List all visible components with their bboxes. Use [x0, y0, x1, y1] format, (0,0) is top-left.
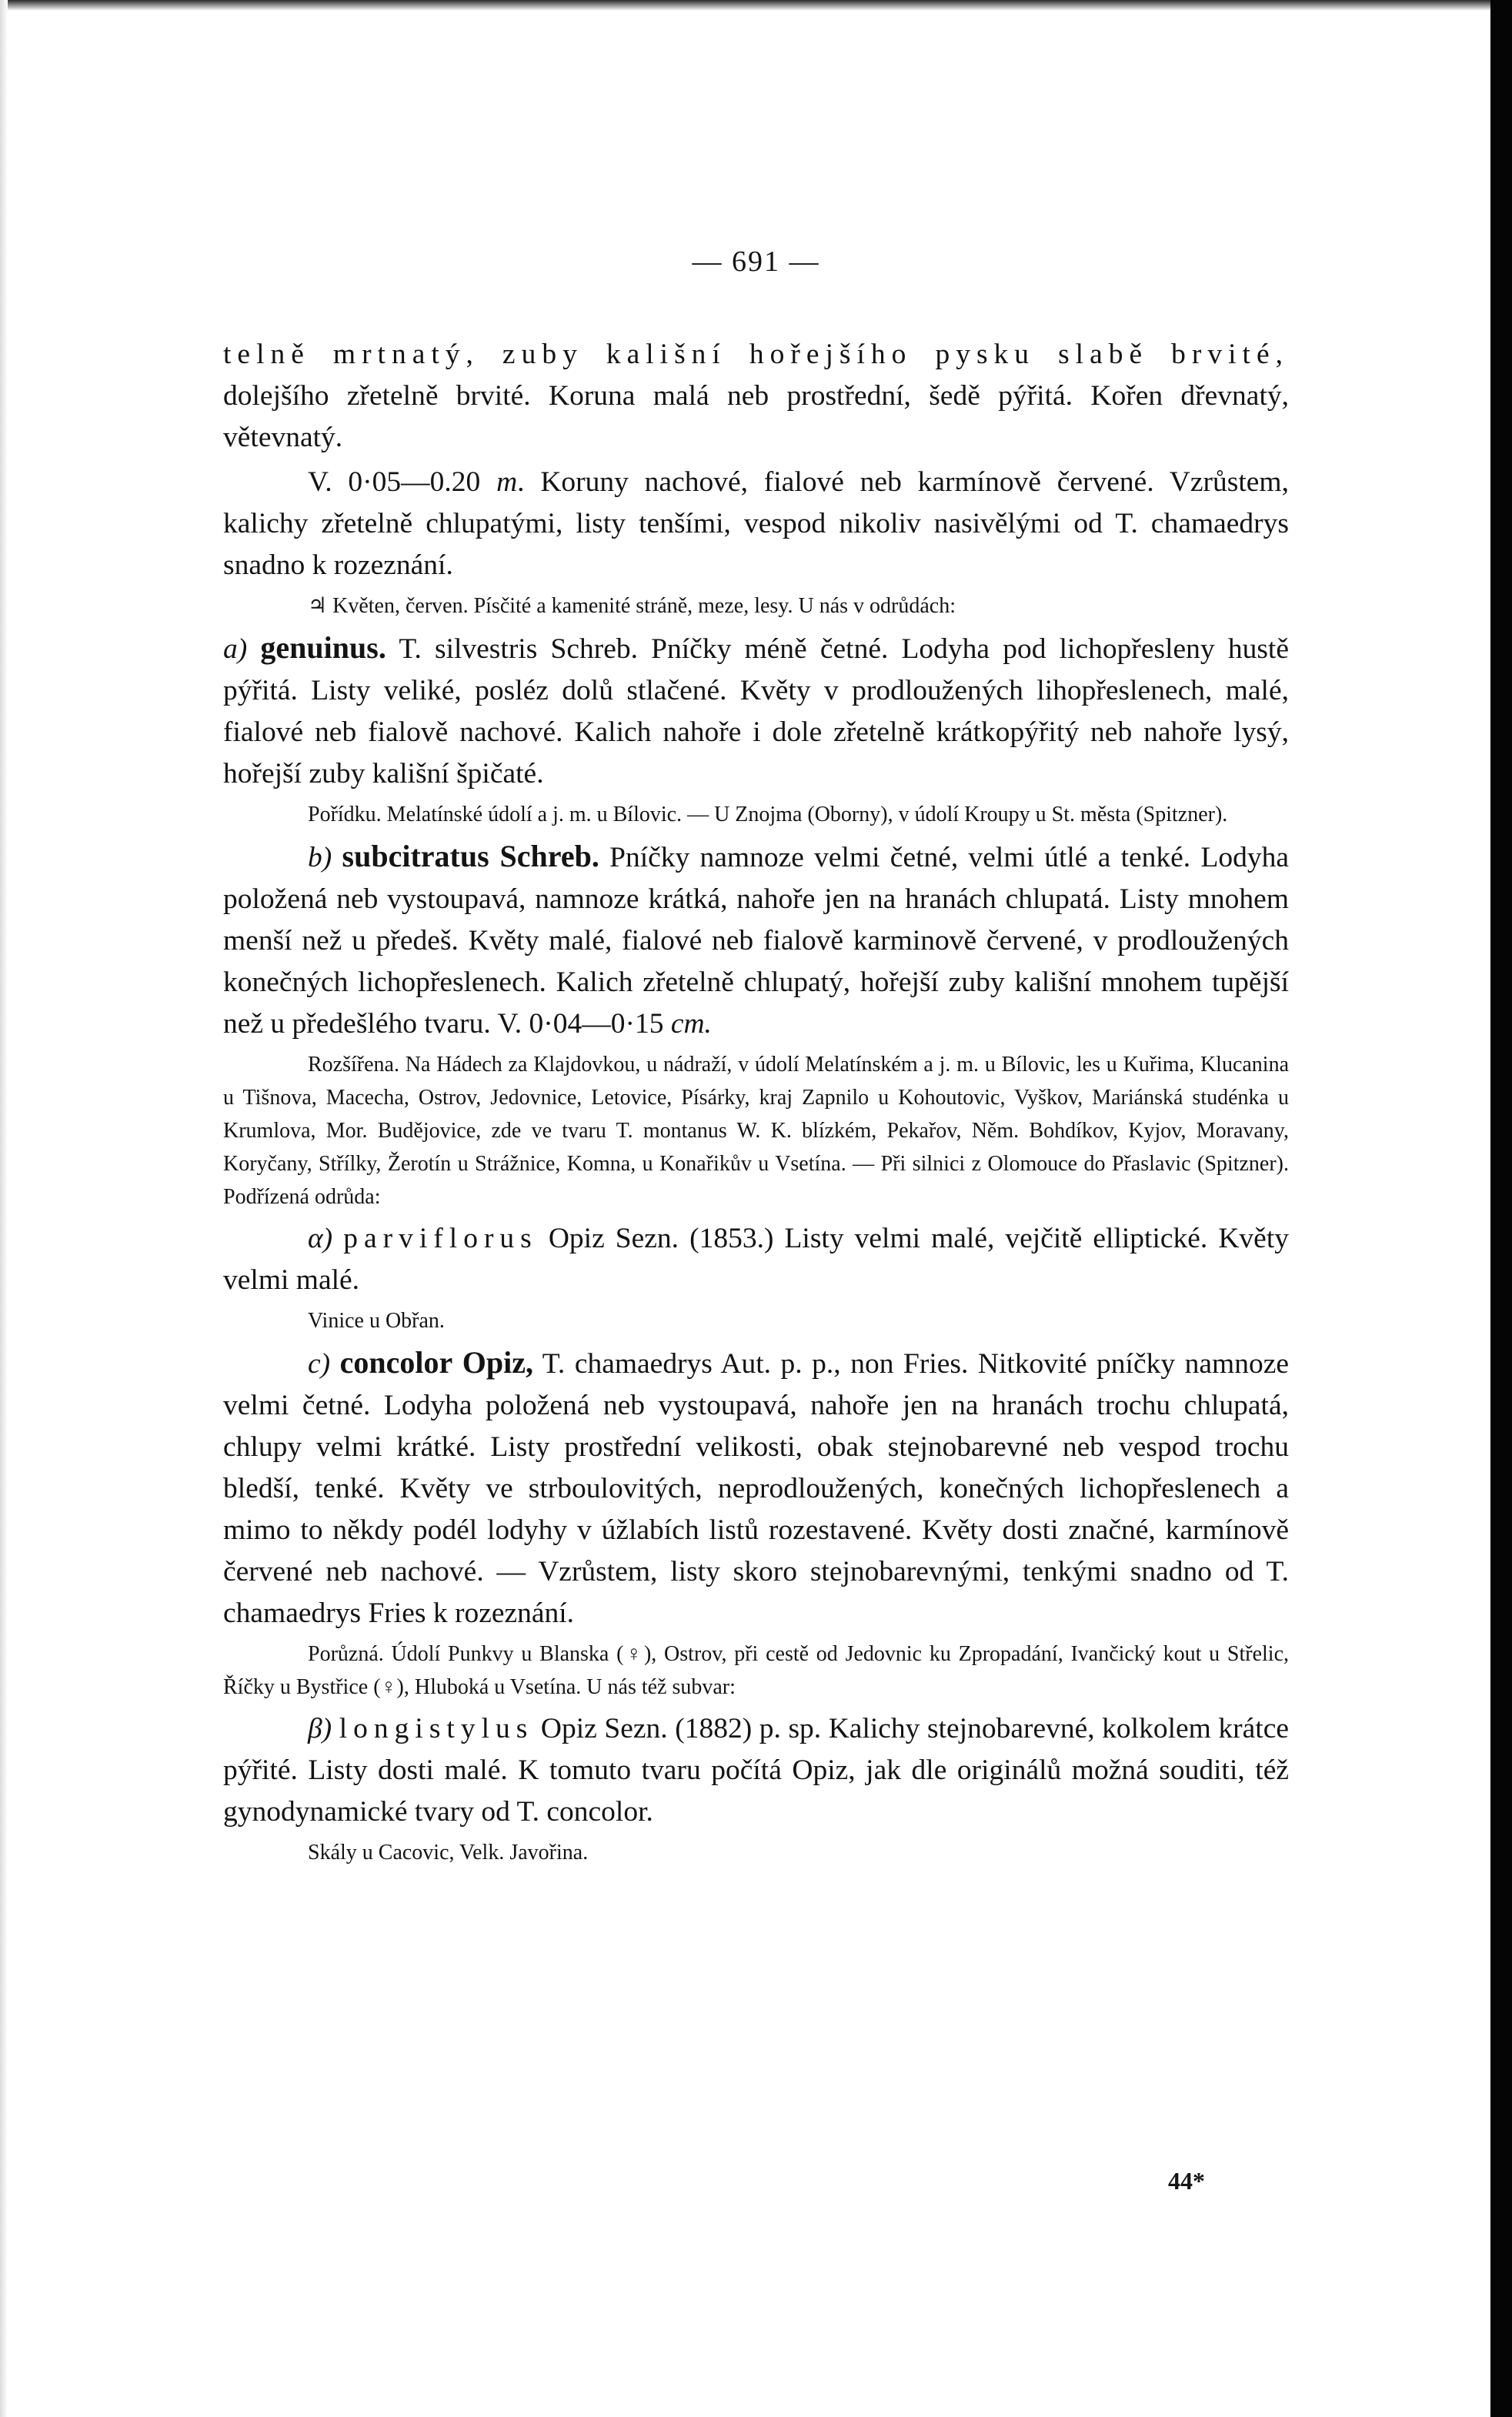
description-paragraph — [223, 1218, 1289, 1301]
description-paragraph — [223, 334, 1289, 459]
text-run: Porůzná. Údolí Punkvy u Blanska (♀), Ostrov, při cestě od Jedovnic ku Zpropadání, Ivančický kout u Střelic, Říčky u Bystřice (♀), Hluboká u Vsetína. U nás též subvar: — [223, 1642, 1289, 1699]
text-run: a) — [223, 633, 261, 665]
printer-signature: 44* — [1168, 2167, 1205, 2195]
text-run: b) — [308, 842, 342, 873]
text-run: Skály u Cacovic, Velk. Javořina. — [308, 1841, 589, 1864]
text-run: c) — [308, 1348, 340, 1380]
taxon-name: concolor Opiz, — [339, 1345, 533, 1380]
text-run: m — [496, 466, 518, 498]
text-run: V. 0·05—0.20 — [308, 466, 497, 498]
text-run: cm. — [670, 1008, 712, 1040]
taxon-name: subcitratus Schreb. — [342, 839, 599, 873]
text-run: telně mrtnatý, zuby kališní hořejšího pysku slabě brvité, — [223, 339, 1289, 370]
taxon-name: genuinus. — [260, 630, 386, 665]
text-run: parviflorus — [343, 1223, 538, 1254]
text-run: Opiz Sezn. (1853.) Listy velmi malé, vejčitě elliptické. Květy velmi malé. — [223, 1223, 1289, 1296]
page-number: — 691 — — [692, 245, 820, 278]
locality-note — [223, 1836, 1289, 1869]
text-run: T. chamaedrys Aut. p. p., non Fries. Nitkovité pníčky namnoze velmi četné. Lodyha položená neb vystoupavá, nahoře jen na hranách trochu chlupatá, chlupy velmi krátké. Listy prostřední velikosti, obak stejnobarevné neb vespod trochu bledší, tenké. Květy ve strboulovitých, neprodloužených, konečných lichopřeslenech a mimo to někdy podél lodyhy v úžlabích listů rozestavené. Květy dosti značné, karmínově červené neb nachové. — Vzrůstem, listy skoro stejnobarevnými, tenkými snadno od T. chamaedrys Fries k rozeznání. — [223, 1348, 1289, 1629]
locality-note — [223, 1048, 1289, 1214]
locality-note — [223, 1304, 1289, 1337]
page-body — [223, 331, 1289, 1874]
text-run: Opiz Sezn. (1882) p. sp. Kalichy stejnobarevné, kolkolem krátce pýřité. Listy dosti malé. K tomuto tvaru počítá Opiz, jak dle originálů možná souditi, též gynodynamické tvary od T. concolor. — [223, 1713, 1289, 1828]
scan-edge-right — [1490, 0, 1512, 2417]
text-run: ♃ Květen, červen. Písčité a kamenité stráně, meze, lesy. U nás v odrůdách: — [308, 594, 956, 618]
description-paragraph — [223, 462, 1289, 586]
scan-edge-left — [0, 0, 8, 2417]
description-paragraph — [223, 1708, 1289, 1833]
text-run: α) — [308, 1223, 344, 1254]
text-run: β) — [308, 1713, 339, 1744]
description-paragraph — [223, 836, 1289, 1045]
text-run: Pníčky namnoze velmi četné, velmi útlé a tenké. Lodyha položená neb vystoupavá, namnoze krátká, nahoře jen na hranách chlupatá. Listy mnohem menší než u předeš. Květy malé, fialové neb fialově karminově červené, v prodloužených konečných lichopřeslenech. Kalich zřetelně chlupatý, hořejší zuby kališní mnohem tupější než u předešlého tvaru. V. 0·04—0·15 — [223, 842, 1289, 1040]
description-paragraph — [223, 627, 1289, 795]
text-run: . Koruny nachové, fialové neb karmínově červené. Vzrůstem, kalichy zřetelně chlupatými, listy tenšími, vespod nikoliv nasivělými od T. chamaedrys snadno k rozeznání. — [223, 466, 1289, 581]
locality-note — [223, 589, 1289, 623]
text-run: dolejšího zřetelně brvité. Koruna malá neb prostřední, šedě pýřitá. Kořen dřevnatý, větevnatý. — [223, 380, 1289, 453]
scan-edge-top — [0, 0, 1512, 11]
text-run: longistylus — [339, 1713, 534, 1744]
description-paragraph — [223, 1342, 1289, 1634]
locality-note — [223, 1637, 1289, 1704]
text-run: Rozšířena. Na Hádech za Klajdovkou, u nádraží, v údolí Melatínském a j. m. u Bílovic, les u Kuřima, Klucanina u Tišnova, Macecha, Ostrov, Jedovnice, Letovice, Písárky, kraj Zapnilo u Kohoutovic, Vyškov, Mariánská studénka u Krumlova, Mor. Budějovice, zde ve tvaru T. montanus W. K. blízkém, Pekařov, Něm. Bohdíkov, Kyjov, Moravany, Koryčany, Střílky, Žerotín u Strážnice, Komna, u Konařikův u Vsetína. — Při silnici z Olomouce do Přaslavic (Spitzner). Podřízená odrůda: — [223, 1053, 1289, 1209]
text-run: Pořídku. Melatínské údolí a j. m. u Bílovic. — U Znojma (Oborny), v údolí Kroupy u St. města (Spitzner). — [308, 803, 1228, 826]
locality-note — [223, 798, 1289, 831]
text-run: T. silvestris Schreb. Pníčky méně četné. Lodyha pod lichopřesleny hustě pýřitá. Listy veliké, posléz dolů stlačené. Květy v prodloužených lihopřeslenech, malé, fialové neb fialově nachové. Kalich nahoře i dole zřetelně krátkopýřitý neb nahoře lysý, hořejší zuby kališní špičaté. — [223, 633, 1289, 790]
text-run: Vinice u Obřan. — [308, 1309, 445, 1333]
